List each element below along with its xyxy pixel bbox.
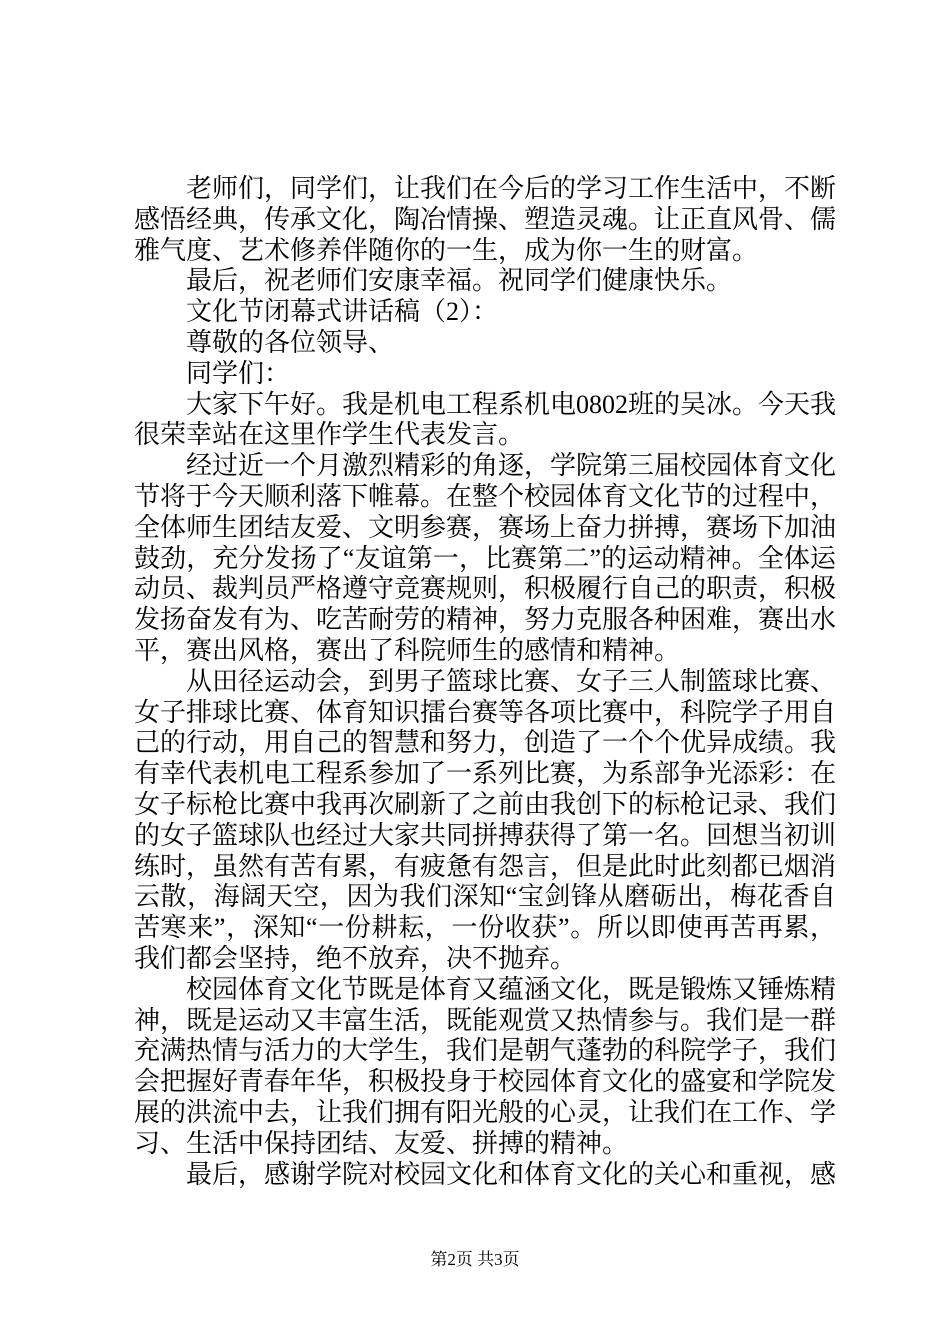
paragraph-6: 大家下午好。我是机电工程系机电0802班的吴冰。今天我很荣幸站在这里作学生代表发言。	[134, 389, 837, 450]
paragraph-5: 同学们：	[186, 358, 291, 388]
paragraph-3: 文化节闭幕式讲话稿（2）：	[186, 297, 499, 327]
paragraph-7: 经过近一个月激烈精彩的角逐，学院第三届校园体育文化节将于今天顺利落下帷幕。在整个校园体育文化节的过程中，全体师生团结友爱、文明参赛，赛场上奋力拼搏，赛场下加油鼓劲，充分发扬了“友谊第一，比赛第二”的运动精神。全体运动员、裁判员严格遵守竞赛规则，积极履行自己的职责，积极发扬奋发有为、吃苦耐劳的精神，努力克服各种困难，赛出水平，赛出风格，赛出了科院师生的感情和精神。	[134, 451, 837, 665]
paragraph-9: 校园体育文化节既是体育又蕴涵文化，既是锻炼又锤炼精神，既是运动又丰富生活，既能观赏又热情参与。我们是一群充满热情与活力的大学生，我们是朝气蓬勃的科院学子，我们会把握好青春年华，积极投身于校园体育文化的盛宴和学院发展的洪流中去，让我们拥有阳光般的心灵，让我们在工作、学习、生活中保持团结、友爱、拼搏的精神。	[134, 974, 837, 1158]
page-footer	[0, 1250, 950, 1270]
paragraph-2: 最后，祝老师们安康幸福。祝同学们健康快乐。	[186, 266, 733, 296]
page-number-indicator: 第2页 共3页	[430, 1250, 520, 1269]
paragraph-1: 老师们，同学们，让我们在今后的学习工作生活中，不断感悟经典，传承文化，陶冶情操、塑造灵魂。让正直风骨、儒雅气度、艺术修养伴随你的一生，成为你一生的财富。	[134, 174, 837, 265]
paragraph-4: 尊敬的各位领导、	[186, 327, 395, 357]
document-body	[134, 174, 836, 1190]
paragraph-10: 最后，感谢学院对校园文化和体育文化的关心和重视，感	[186, 1159, 837, 1189]
paragraph-8: 从田径运动会，到男子篮球比赛、女子三人制篮球比赛、女子排球比赛、体育知识擂台赛等各项比赛中，科院学子用自己的行动，用自己的智慧和努力，创造了一个个优异成绩。我有幸代表机电工程系参加了一系列比赛，为系部争光添彩：在女子标枪比赛中我再次刷新了之前由我创下的标枪记录、我们的女子篮球队也经过大家共同拼搏获得了第一名。回想当初训练时，虽然有苦有累，有疲惫有怨言，但是此时此刻都已烟消云散，海阔天空，因为我们深知“宝剑锋从磨砺出，梅花香自苦寒来”，深知“一份耕耘，一份收获”。所以即使再苦再累，我们都会坚持，绝不放弃，决不抛弃。	[134, 666, 837, 973]
